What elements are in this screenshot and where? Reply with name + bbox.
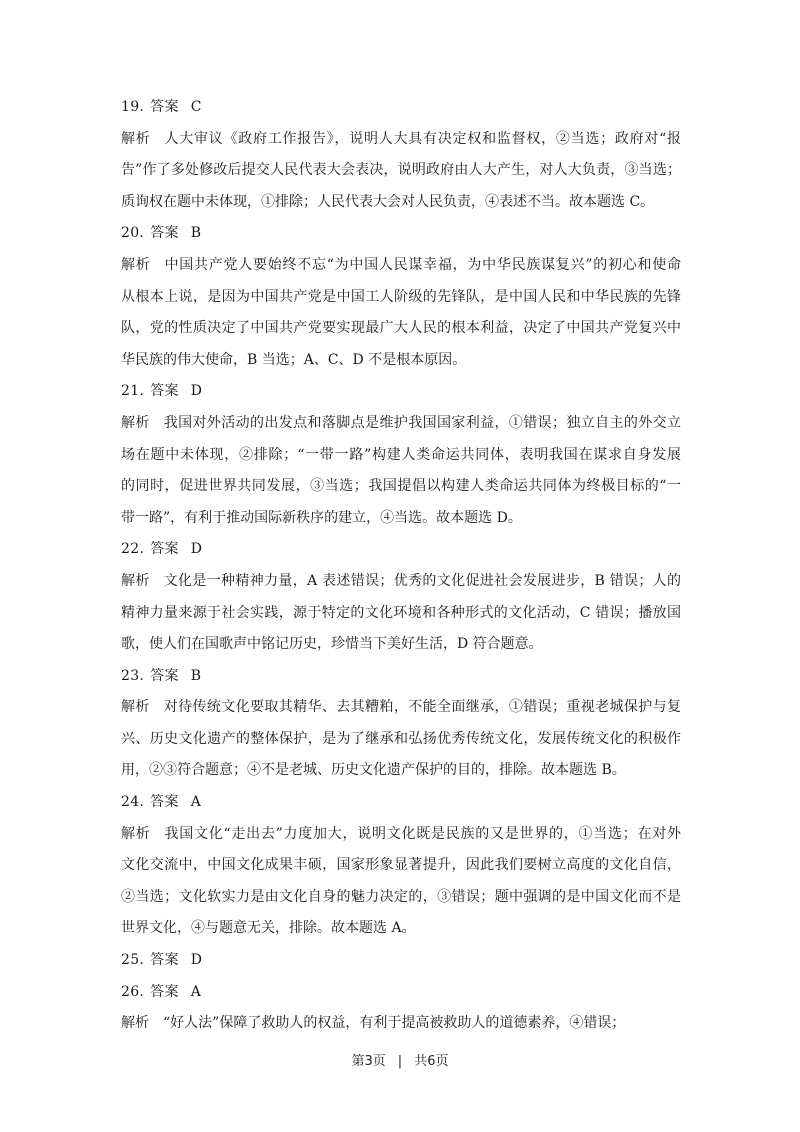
answer-heading: [121, 789, 681, 815]
answer-heading: [121, 536, 681, 562]
explanation-line: [121, 757, 681, 783]
answer-heading: [121, 378, 681, 404]
explanation-line: [121, 631, 681, 657]
answer-block: [121, 663, 681, 784]
answer-label: 答案: [150, 541, 179, 558]
explanation-line: [121, 505, 681, 531]
answer-label: 答案: [150, 383, 179, 400]
explanation-text: ②当选；文化软实力是由文化自身的魅力决定的，③错误；题中强调的是中国文化而不是: [121, 888, 681, 905]
explanation-label: 解析: [121, 1015, 149, 1032]
explanation-label: 解析: [121, 699, 150, 716]
explanation-text: 的同时，促进世界共同发展，③当选；我国提倡以构建人类命运共同体为终极目标的“一: [121, 478, 681, 495]
explanation-text: 中国共产党人要始终不忘“为中国人民谋幸福，为中华民族谋复兴”的初心和使命: [164, 256, 682, 273]
explanation-text: 文化交流中，中国文化成果丰硕，国家形象显著提升，因此我们要树立高度的文化自信，: [121, 857, 681, 874]
explanation-text: 场在题中未体现，②排除；“一带一路”构建人类命运共同体，表明我国在谋求自身发展: [121, 446, 681, 463]
explanation-text: 用，②③符合题意；④不是老城、历史文化遗产保护的目的，排除。故本题选 B。: [121, 762, 626, 779]
answer-letter: A: [190, 794, 202, 811]
answer-letter: D: [190, 952, 203, 969]
answer-heading: [121, 663, 681, 689]
answer-block: [121, 94, 681, 215]
answer-letter: A: [190, 983, 202, 1000]
explanation-line: [121, 694, 681, 720]
explanation-line: [121, 884, 681, 910]
explanation-text: 人大审议《政府工作报告》，说明人大具有决定权和监督权，②当选；政府对“报: [164, 130, 682, 147]
explanation-line: [121, 1010, 681, 1036]
question-number: 25.: [121, 952, 145, 969]
explanation-line: [121, 726, 681, 752]
answer-heading: [121, 220, 681, 246]
explanation-line: [121, 347, 681, 373]
explanation-text: 我国对外活动的出发点和落脚点是维护我国国家利益，①错误；独立自主的外交立: [163, 414, 682, 431]
explanation-line: [121, 157, 681, 183]
answer-block: [121, 979, 681, 1037]
explanation-text: “好人法”保障了救助人的权益，有利于提高被救助人的道德素养，④错误；: [163, 1015, 626, 1032]
explanation-line: [121, 442, 681, 468]
explanation-line: [121, 252, 681, 278]
answer-label: 答案: [150, 99, 179, 115]
answer-label: 答案: [150, 667, 179, 684]
answer-heading: [121, 947, 681, 973]
question-number: 26.: [121, 983, 145, 1000]
explanation-line: [121, 915, 681, 941]
answer-letter: C: [190, 99, 202, 115]
question-number: 24.: [121, 794, 145, 811]
footer-separator: |: [397, 1054, 403, 1069]
answer-letter: B: [190, 667, 202, 684]
explanation-line: [121, 600, 681, 626]
question-number: 22.: [121, 541, 145, 558]
answer-block: [121, 220, 681, 372]
explanation-text: 歌，使人们在国歌声中铭记历史，珍惜当下美好生活，D 符合题意。: [121, 636, 543, 653]
answer-block: [121, 536, 681, 657]
explanation-text: 我国文化“走出去”力度加大，说明文化既是民族的又是世界的，①当选；在对外: [164, 825, 682, 842]
answer-list: [121, 94, 681, 1042]
question-number: 20.: [121, 225, 145, 242]
explanation-line: [121, 473, 681, 499]
question-number: 23.: [121, 667, 145, 684]
page-total: 共6页: [414, 1054, 449, 1069]
explanation-text: 队，党的性质决定了中国共产党要实现最广大人民的根本利益，决定了中国共产党复兴中: [121, 320, 681, 337]
explanation-line: [121, 410, 681, 436]
explanation-text: 质询权在题中未体现，①排除；人民代表大会对人民负责，④表述不当。故本题选 C。: [121, 193, 655, 210]
explanation-text: 从根本上说，是因为中国共产党是中国工人阶级的先锋队，是中国人民和中华民族的先锋: [121, 288, 681, 305]
page-number: 第3页: [351, 1054, 386, 1069]
explanation-text: 对待传统文化要取其精华、去其糟粕，不能全面继承，①错误；重视老城保护与复: [163, 699, 682, 716]
explanation-label: 解析: [121, 256, 151, 273]
explanation-line: [121, 284, 681, 310]
explanation-text: 精神力量来源于社会实践，源于特定的文化环境和各种形式的文化活动，C 错误；播放国: [121, 604, 681, 621]
explanation-label: 解析: [121, 130, 151, 147]
answer-letter: B: [190, 225, 202, 242]
answer-label: 答案: [150, 983, 179, 1000]
explanation-label: 解析: [121, 825, 151, 842]
answer-block: [121, 947, 681, 973]
answer-label: 答案: [150, 225, 179, 242]
answer-heading: [121, 94, 681, 120]
answer-label: 答案: [150, 952, 179, 969]
page-footer: [0, 1050, 800, 1069]
explanation-line: [121, 568, 681, 594]
answer-label: 答案: [150, 794, 179, 811]
answer-block: [121, 378, 681, 530]
explanation-text: 兴、历史文化遗产的整体保护，是为了继承和弘扬优秀传统文化，发展传统文化的积极作: [121, 730, 681, 747]
answer-block: [121, 789, 681, 941]
explanation-line: [121, 189, 681, 215]
answer-heading: [121, 979, 681, 1005]
question-number: 21.: [121, 383, 145, 400]
explanation-line: [121, 126, 681, 152]
explanation-label: 解析: [121, 414, 150, 431]
explanation-text: 华民族的伟大使命，B 当选；A、C、D 不是根本原因。: [121, 351, 467, 368]
explanation-text: 告”作了多处修改后提交人民代表大会表决，说明政府由人大产生，对人大负责，③当选；: [121, 162, 681, 179]
answer-letter: D: [190, 383, 203, 400]
explanation-text: 文化是一种精神力量，A 表述错误；优秀的文化促进社会发展进步，B 错误；人的: [163, 572, 682, 589]
explanation-text: 带一路”，有利于推动国际新秩序的建立，④当选。故本题选 D。: [121, 509, 522, 526]
explanation-text: 世界文化，④与题意无关，排除。故本题选 A。: [121, 920, 416, 937]
question-number: 19.: [121, 99, 145, 115]
explanation-label: 解析: [121, 572, 150, 589]
explanation-line: [121, 315, 681, 341]
explanation-line: [121, 821, 681, 847]
explanation-line: [121, 852, 681, 878]
answer-letter: D: [190, 541, 203, 558]
